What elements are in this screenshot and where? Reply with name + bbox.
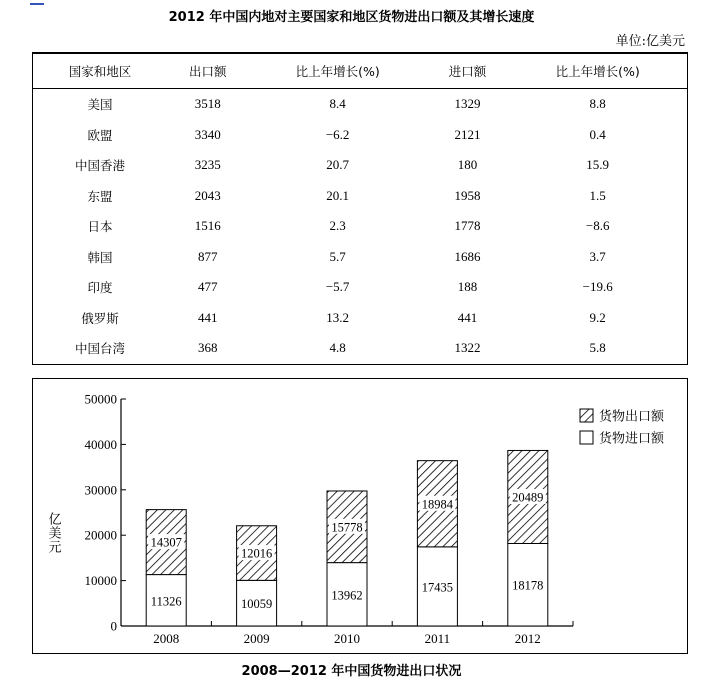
cell-export: 3235 bbox=[194, 157, 221, 173]
cell-import: 1778 bbox=[454, 218, 481, 234]
cell-export-growth: 20.1 bbox=[326, 187, 349, 203]
y-tick-label: 20000 bbox=[84, 527, 117, 543]
data-label-import: 13962 bbox=[331, 588, 363, 603]
cell-export-growth: −5.7 bbox=[325, 279, 350, 295]
cell-import: 180 bbox=[457, 157, 478, 173]
cell-export-growth: −6.2 bbox=[325, 126, 350, 142]
table-row bbox=[33, 303, 688, 334]
cell-export: 2043 bbox=[194, 187, 221, 203]
data-label-export: 12016 bbox=[240, 546, 273, 561]
data-label-export: 14307 bbox=[150, 535, 182, 550]
table-title: 2012 年中国内地对主要国家和地区货物进出口额及其增长速度 bbox=[168, 10, 535, 25]
x-tick-label: 2008 bbox=[153, 631, 180, 646]
header-import: 进口额 bbox=[427, 53, 509, 89]
table-row bbox=[33, 120, 688, 151]
cell-import: 441 bbox=[457, 309, 478, 325]
stacked-bar-chart bbox=[33, 379, 689, 655]
legend-label-import: 货物进口额 bbox=[599, 431, 665, 447]
cell-import: 1686 bbox=[454, 248, 481, 264]
chart-title: 2008—2012 年中国货物进出口状况 bbox=[241, 664, 462, 679]
cell-import: 1958 bbox=[454, 187, 481, 203]
cell-import-growth: 1.5 bbox=[589, 187, 606, 203]
x-tick-label: 2010 bbox=[334, 631, 360, 646]
cell-region: 韩国 bbox=[87, 249, 113, 265]
cell-export: 441 bbox=[198, 309, 218, 325]
cell-region: 日本 bbox=[87, 219, 113, 235]
cell-region: 中国香港 bbox=[74, 158, 125, 174]
cell-import-growth: 15.9 bbox=[586, 157, 610, 173]
cell-region: 东盟 bbox=[87, 188, 113, 204]
x-tick-label: 2011 bbox=[424, 631, 451, 646]
y-tick-label: 50000 bbox=[84, 391, 117, 407]
cell-export: 3340 bbox=[194, 126, 221, 142]
cell-import: 2121 bbox=[454, 126, 481, 142]
corner-mark bbox=[30, 3, 44, 5]
cell-import-growth: 3.7 bbox=[589, 248, 606, 264]
header-import-growth: 比上年增长(%) bbox=[508, 53, 687, 89]
header-export: 出口额 bbox=[167, 53, 249, 89]
cell-export-growth: 13.2 bbox=[326, 309, 349, 325]
cell-import: 1329 bbox=[454, 96, 481, 112]
trade-table bbox=[32, 52, 688, 365]
cell-export-growth: 5.7 bbox=[329, 248, 346, 264]
table-row bbox=[33, 242, 688, 273]
table-header-row bbox=[33, 53, 688, 89]
cell-region: 俄罗斯 bbox=[81, 310, 119, 326]
x-tick-label: 2009 bbox=[243, 631, 270, 646]
cell-export-growth: 8.4 bbox=[329, 96, 346, 112]
data-label-import: 11326 bbox=[150, 594, 182, 609]
table-body bbox=[33, 89, 688, 365]
cell-import-growth: 9.2 bbox=[589, 309, 606, 325]
table-row bbox=[33, 211, 688, 242]
header-export-growth: 比上年增长(%) bbox=[249, 53, 427, 89]
table-row bbox=[33, 89, 688, 120]
cell-region: 欧盟 bbox=[87, 127, 113, 143]
legend-label-export: 货物出口额 bbox=[599, 409, 665, 425]
cell-export-growth: 2.3 bbox=[329, 218, 346, 234]
table-row bbox=[33, 181, 688, 212]
data-label-import: 17435 bbox=[421, 580, 454, 595]
chart-frame bbox=[32, 378, 688, 654]
cell-export-growth: 20.7 bbox=[326, 157, 349, 173]
y-tick-label: 30000 bbox=[84, 482, 117, 498]
cell-import-growth: 0.4 bbox=[589, 126, 606, 142]
cell-import: 1322 bbox=[454, 340, 481, 356]
data-label-export: 18984 bbox=[421, 497, 454, 512]
data-label-import: 10059 bbox=[240, 597, 273, 612]
legend-swatch-export bbox=[580, 409, 593, 422]
legend-swatch-import bbox=[580, 431, 593, 444]
y-tick-label: 10000 bbox=[84, 573, 117, 589]
cell-region: 美国 bbox=[87, 97, 113, 113]
cell-export: 3518 bbox=[194, 96, 221, 112]
cell-import-growth: −19.6 bbox=[582, 279, 613, 295]
table-row bbox=[33, 333, 688, 364]
y-tick-label: 0 bbox=[110, 618, 117, 634]
cell-import-growth: 8.8 bbox=[589, 96, 606, 112]
y-tick-label: 40000 bbox=[84, 436, 117, 452]
cell-export-growth: 4.8 bbox=[329, 340, 346, 356]
cell-region: 印度 bbox=[87, 280, 113, 296]
data-label-export: 15778 bbox=[331, 520, 363, 535]
y-axis-label: 亿美元 bbox=[45, 512, 61, 554]
unit-label: 单位:亿美元 bbox=[615, 34, 685, 49]
data-label-export: 20489 bbox=[512, 490, 544, 505]
x-tick-label: 2012 bbox=[514, 631, 541, 646]
cell-export: 368 bbox=[198, 340, 218, 356]
cell-export: 1516 bbox=[194, 218, 221, 234]
cell-export: 477 bbox=[198, 279, 218, 295]
cell-export: 877 bbox=[198, 248, 218, 264]
cell-import: 188 bbox=[457, 279, 478, 295]
cell-region: 中国台湾 bbox=[74, 341, 125, 357]
data-label-import: 18178 bbox=[512, 578, 544, 593]
header-region: 国家和地区 bbox=[33, 53, 167, 89]
cell-import-growth: −8.6 bbox=[585, 218, 610, 234]
cell-import-growth: 5.8 bbox=[589, 340, 606, 356]
table-row bbox=[33, 150, 688, 181]
table-row bbox=[33, 272, 688, 303]
